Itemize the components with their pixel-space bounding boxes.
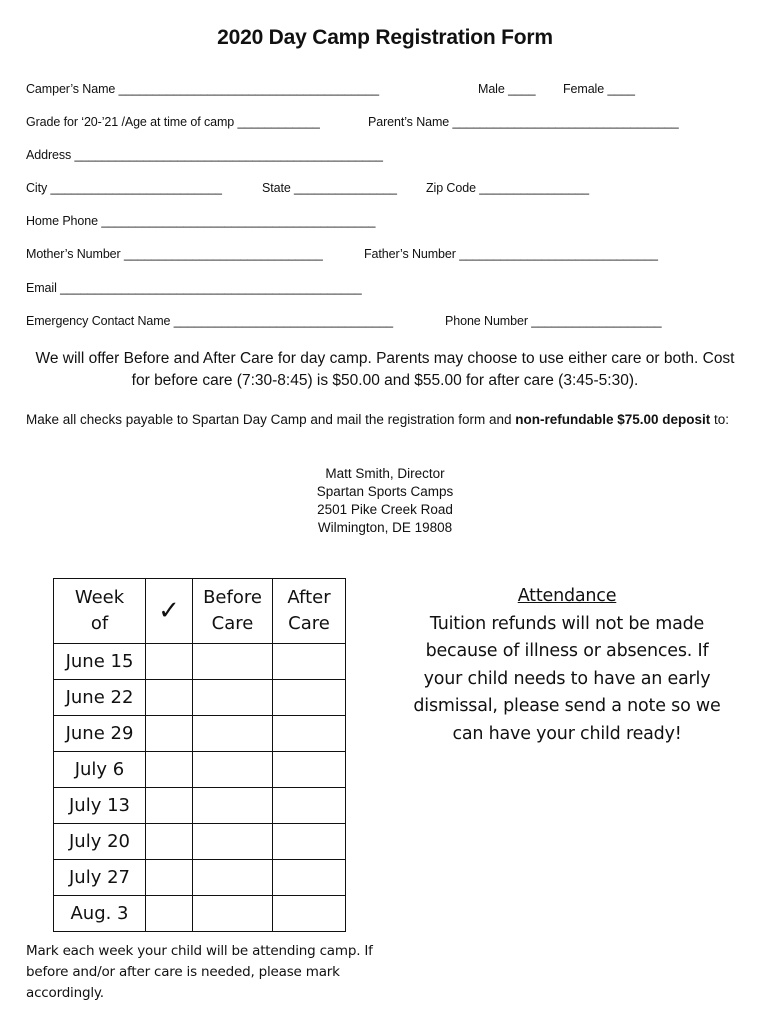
attendance-notice <box>412 583 722 748</box>
week-label: June 15 <box>54 644 146 680</box>
address-line-1: Matt Smith, Director <box>325 466 445 481</box>
before-care-checkbox[interactable] <box>193 752 273 788</box>
week-label: July 13 <box>54 788 146 824</box>
after-care-checkbox[interactable] <box>273 716 346 752</box>
table-row <box>54 752 346 788</box>
header-before-line-2: Care <box>211 613 254 634</box>
after-care-checkbox[interactable] <box>273 824 346 860</box>
attend-checkbox[interactable] <box>146 824 193 860</box>
after-care-checkbox[interactable] <box>273 752 346 788</box>
city-field[interactable]: City _________________________ <box>26 181 222 195</box>
address-field[interactable]: Address _____________________________________________ <box>26 148 383 162</box>
weeks-table <box>53 578 346 932</box>
attend-checkbox[interactable] <box>146 716 193 752</box>
checks-text: Make all checks payable to Spartan Day Camp and mail the registration form and <box>26 412 516 427</box>
attendance-body: Tuition refunds will not be made because of illness or absences. If your child needs to have an early dismissal, please send a note so we can have your child ready! <box>413 613 721 744</box>
after-care-checkbox[interactable] <box>273 788 346 824</box>
male-field[interactable]: Male ____ <box>478 82 536 96</box>
header-week-line-1: Week <box>74 587 125 608</box>
emergency-contact-field[interactable]: Emergency Contact Name ________________________________ <box>26 314 394 328</box>
attend-checkbox[interactable] <box>146 680 193 716</box>
after-care-checkbox[interactable] <box>273 680 346 716</box>
fathers-number-field[interactable]: Father’s Number _____________________________ <box>364 247 658 261</box>
attend-checkbox[interactable] <box>146 644 193 680</box>
checks-end-text: to: <box>710 412 730 427</box>
attend-checkbox[interactable] <box>146 788 193 824</box>
after-care-checkbox[interactable] <box>273 644 346 680</box>
mark-instructions: Mark each week your child will be attending camp. If before and/or after care is needed, please mark accordingly. <box>26 943 373 1001</box>
address-line-2: Spartan Sports Camps <box>316 484 454 499</box>
table-row <box>54 824 346 860</box>
header-before-care <box>193 579 273 644</box>
header-after-line-2: Care <box>288 613 330 634</box>
week-label: July 20 <box>54 824 146 860</box>
table-row <box>54 644 346 680</box>
header-week-line-2: of <box>90 613 109 634</box>
attendance-heading: Attendance <box>517 586 617 606</box>
deposit-text: non-refundable $75.00 deposit <box>515 412 711 427</box>
attend-checkbox[interactable] <box>146 860 193 896</box>
before-care-checkbox[interactable] <box>193 896 273 932</box>
home-phone-field[interactable]: Home Phone ________________________________________ <box>26 214 376 228</box>
table-row <box>54 896 346 932</box>
grade-age-field[interactable]: Grade for ‘20-’21 /Age at time of camp ____________ <box>26 115 320 129</box>
header-week-of <box>54 579 146 644</box>
address-line-4: Wilmington, DE 19808 <box>317 520 453 535</box>
week-label: June 22 <box>54 680 146 716</box>
week-label: July 6 <box>54 752 146 788</box>
form-title: 2020 Day Camp Registration Form <box>217 26 553 49</box>
mothers-number-field[interactable]: Mother’s Number _____________________________ <box>26 247 323 261</box>
campers-name-field[interactable]: Camper’s Name ______________________________________ <box>26 82 379 96</box>
before-care-checkbox[interactable] <box>193 716 273 752</box>
before-care-checkbox[interactable] <box>193 824 273 860</box>
header-before-line-1: Before <box>203 587 262 608</box>
zip-code-field[interactable]: Zip Code ________________ <box>426 181 589 195</box>
header-after-care <box>273 579 346 644</box>
checkmark-icon: ✓ <box>146 579 193 644</box>
week-label: Aug. 3 <box>54 896 146 932</box>
header-after-line-1: After <box>287 587 331 608</box>
female-field[interactable]: Female ____ <box>563 82 635 96</box>
week-label: June 29 <box>54 716 146 752</box>
care-info-text: We will offer Before and After Care for day camp. Parents may choose to use either care or both. Cost for before care (7:30-8:45) is $50.00 and $55.00 for after care (3:45-5:30). <box>35 350 735 389</box>
address-line-3: 2501 Pike Creek Road <box>317 502 453 517</box>
attend-checkbox[interactable] <box>146 752 193 788</box>
after-care-checkbox[interactable] <box>273 896 346 932</box>
attend-checkbox[interactable] <box>146 896 193 932</box>
state-field[interactable]: State _______________ <box>262 181 397 195</box>
table-row <box>54 680 346 716</box>
phone-number-field[interactable]: Phone Number ___________________ <box>445 314 662 328</box>
week-label: July 27 <box>54 860 146 896</box>
after-care-checkbox[interactable] <box>273 860 346 896</box>
before-care-checkbox[interactable] <box>193 788 273 824</box>
weeks-table-header <box>54 579 346 644</box>
mailing-address <box>0 465 770 537</box>
table-row <box>54 860 346 896</box>
checks-instructions <box>26 410 746 429</box>
table-row <box>54 788 346 824</box>
email-field[interactable]: Email ____________________________________________ <box>26 281 362 295</box>
parents-name-field[interactable]: Parent’s Name _________________________________ <box>368 115 679 129</box>
before-care-checkbox[interactable] <box>193 644 273 680</box>
table-row <box>54 716 346 752</box>
before-care-checkbox[interactable] <box>193 860 273 896</box>
before-care-checkbox[interactable] <box>193 680 273 716</box>
